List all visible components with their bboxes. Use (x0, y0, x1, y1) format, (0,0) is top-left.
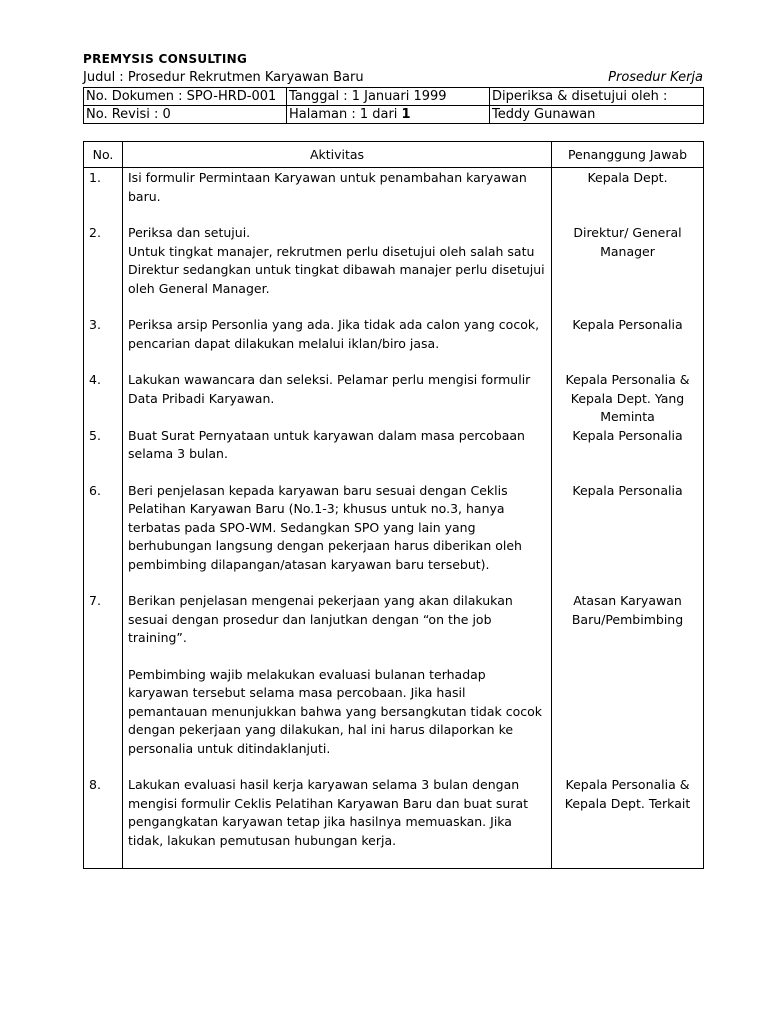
row-spacer (128, 353, 546, 371)
step-number: 5. (84, 427, 123, 482)
step-activity (123, 316, 552, 371)
activity-paragraph: Isi formulir Permintaan Karyawan untuk penambahan karyawan baru. (128, 170, 527, 204)
column-header-responsible: Penanggung Jawab (552, 142, 704, 168)
step-responsible: Atasan Karyawan Baru/Pembimbing (552, 592, 704, 776)
step-activity (123, 224, 552, 316)
activity-paragraph: Lakukan evaluasi hasil kerja karyawan selama 3 bulan dengan mengisi formulir Ceklis Pelatihan Karyawan Baru dan buat surat pengangkatan karyawan tetap jika hasilnya memuaskan. Jika tidak, lakukan pemutusan hubungan kerja. (128, 777, 529, 848)
step-row (84, 316, 704, 371)
activity-paragraph: Untuk tingkat manajer, rekrutmen perlu disetujui oleh salah satu Direktur sedangkan untuk tingkat dibawah manajer perlu disetujui oleh General Manager. (128, 243, 545, 296)
document-info-table (83, 87, 704, 124)
step-activity (123, 482, 552, 593)
activity-paragraph: Berikan penjelasan mengenai pekerjaan yang akan dilakukan sesuai dengan prosedur dan lanjutkan dengan “on the job training”. (128, 593, 513, 645)
activity-paragraph: Beri penjelasan kepada karyawan baru sesuai dengan Ceklis Pelatihan Karyawan Baru (No.1-3; khusus untuk no.3, hanya terbatas pada SPO-WM. Sedangkan SPO yang lain yang berhubungan langsung dengan pekerjaan harus diberikan oleh pembimbing dilapangan/atasan karyawan baru tersebut). (128, 482, 522, 572)
row-spacer (128, 464, 546, 482)
activity-paragraph (128, 648, 546, 666)
step-responsible: Kepala Personalia (552, 316, 704, 371)
activity-paragraph: Buat Surat Pernyataan untuk karyawan dalam masa percobaan selama 3 bulan. (128, 427, 525, 461)
column-header-activity: Aktivitas (123, 142, 552, 168)
document-type: Prosedur Kerja (608, 70, 703, 85)
activity-paragraph: Periksa arsip Personlia yang ada. Jika tidak ada calon yang cocok, pencarian dapat dilakukan melalui iklan/biro jasa. (128, 317, 540, 351)
approver-name: Teddy Gunawan (490, 106, 704, 124)
company-name: PREMYSIS CONSULTING (83, 52, 248, 66)
step-number: 1. (84, 168, 123, 225)
step-row (84, 427, 704, 482)
activity-paragraph: Lakukan wawancara dan seleksi. Pelamar perlu mengisi formulir Data Pribadi Karyawan. (128, 372, 531, 406)
step-number: 7. (84, 592, 123, 776)
step-number: 3. (84, 316, 123, 371)
approved-by-label: Diperiksa & disetujui oleh : (490, 88, 704, 106)
step-row (84, 592, 704, 776)
page-count-prefix: Halaman : 1 dari (289, 107, 402, 122)
step-responsible: Kepala Personalia (552, 482, 704, 593)
step-responsible: Direktur/ General Manager (552, 224, 704, 316)
step-responsible: Kepala Personalia & Kepala Dept. Terkait (552, 776, 704, 869)
procedure-steps (84, 168, 704, 869)
step-number: 4. (84, 371, 123, 427)
step-number: 8. (84, 776, 123, 869)
row-spacer (128, 574, 546, 592)
step-responsible: Kepala Personalia (552, 427, 704, 482)
column-header-no: No. (84, 142, 123, 168)
step-row (84, 168, 704, 225)
row-spacer (128, 298, 546, 316)
row-spacer (128, 206, 546, 224)
step-row (84, 482, 704, 593)
document-number: No. Dokumen : SPO-HRD-001 (84, 88, 287, 106)
step-activity (123, 592, 552, 776)
revision-number: No. Revisi : 0 (84, 106, 287, 124)
procedure-table-header (84, 142, 704, 168)
activity-paragraph: Pembimbing wajib melakukan evaluasi bulanan terhadap karyawan tersebut selama masa percobaan. Jika hasil pemantauan menunjukkan bahwa yang bersangkutan tidak cocok dengan pekerjaan yang dilakukan, hal ini harus dilaporkan ke personalia untuk ditindaklanjuti. (128, 666, 543, 756)
page-count-total: 1 (401, 107, 411, 122)
step-activity (123, 371, 552, 427)
procedure-table (83, 141, 704, 869)
row-spacer (128, 408, 546, 426)
step-row (84, 776, 704, 869)
document-title: Judul : Prosedur Rekrutmen Karyawan Baru (83, 70, 364, 85)
row-spacer (128, 758, 546, 776)
step-responsible: Kepala Dept. (552, 168, 704, 225)
step-activity (123, 776, 552, 869)
page-count (287, 106, 490, 124)
step-row (84, 224, 704, 316)
activity-paragraph: Periksa dan setujui. (128, 225, 251, 240)
row-spacer (128, 850, 546, 868)
document-date: Tanggal : 1 Januari 1999 (287, 88, 490, 106)
step-number: 6. (84, 482, 123, 593)
title-bar (83, 70, 703, 85)
step-activity (123, 427, 552, 482)
step-activity (123, 168, 552, 225)
step-number: 2. (84, 224, 123, 316)
step-row (84, 371, 704, 427)
step-responsible: Kepala Personalia & Kepala Dept. Yang Meminta (552, 371, 704, 427)
